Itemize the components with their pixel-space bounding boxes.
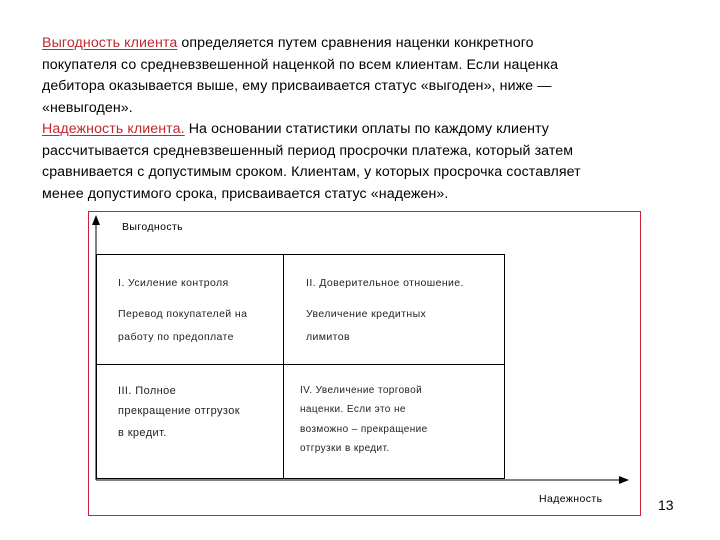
quadrant-4-line: отгрузки в кредит. (300, 443, 390, 454)
quadrant-3-line: прекращение отгрузок (118, 405, 240, 417)
quadrant-2-line: Увеличение кредитных (306, 308, 427, 320)
quadrant-1-line: Перевод покупателей на (118, 308, 248, 320)
quadrant-1-title: I. Усиление контроля (118, 277, 229, 289)
paragraph-line: покупателя со средневзвешенной наценкой по всем клиентам. Если наценка (42, 56, 559, 73)
quadrant-1-line: работу по предоплате (118, 331, 234, 343)
y-axis-label: Выгодность (122, 221, 184, 233)
quadrant-3-title: III. Полное (118, 385, 177, 397)
paragraph-line: сравнивается с допустимым сроком. Клиентам, у которых просрочка составляет (42, 164, 581, 180)
x-axis-label: Надежность (539, 493, 603, 505)
paragraph-line: определяется путем сравнения наценки конкретного (177, 35, 534, 51)
quadrant-4-line: возможно – прекращение (300, 424, 428, 435)
paragraph-line: «невыгоден». (42, 99, 133, 116)
term-reliability: Надежность клиента. (42, 121, 185, 137)
paragraph-line: рассчитывается средневзвешенный период просрочки платежа, который затем (42, 142, 574, 159)
quadrant-2-line: лимитов (306, 331, 350, 343)
paragraph-line: дебитора оказывается выше, ему присваивается статус «выгоден», ниже — (42, 78, 552, 94)
quadrant-3-line: в кредит. (118, 427, 167, 439)
term-profitability: Выгодность клиента (42, 35, 178, 51)
page-number: 13 (658, 497, 674, 513)
quadrant-2-title: II. Доверительное отношение. (306, 277, 464, 289)
grid-divider-horizontal (97, 364, 504, 365)
paragraph-line: На основании статистики оплаты по каждому клиенту (184, 121, 549, 137)
grid-divider-vertical (283, 255, 284, 478)
paragraph-line: менее допустимого срока, присваивается статус «надежен». (42, 185, 449, 202)
quadrant-4-line: наценки. Если это не (300, 404, 406, 415)
quadrant-4-title: IV. Увеличение торговой (300, 385, 423, 396)
